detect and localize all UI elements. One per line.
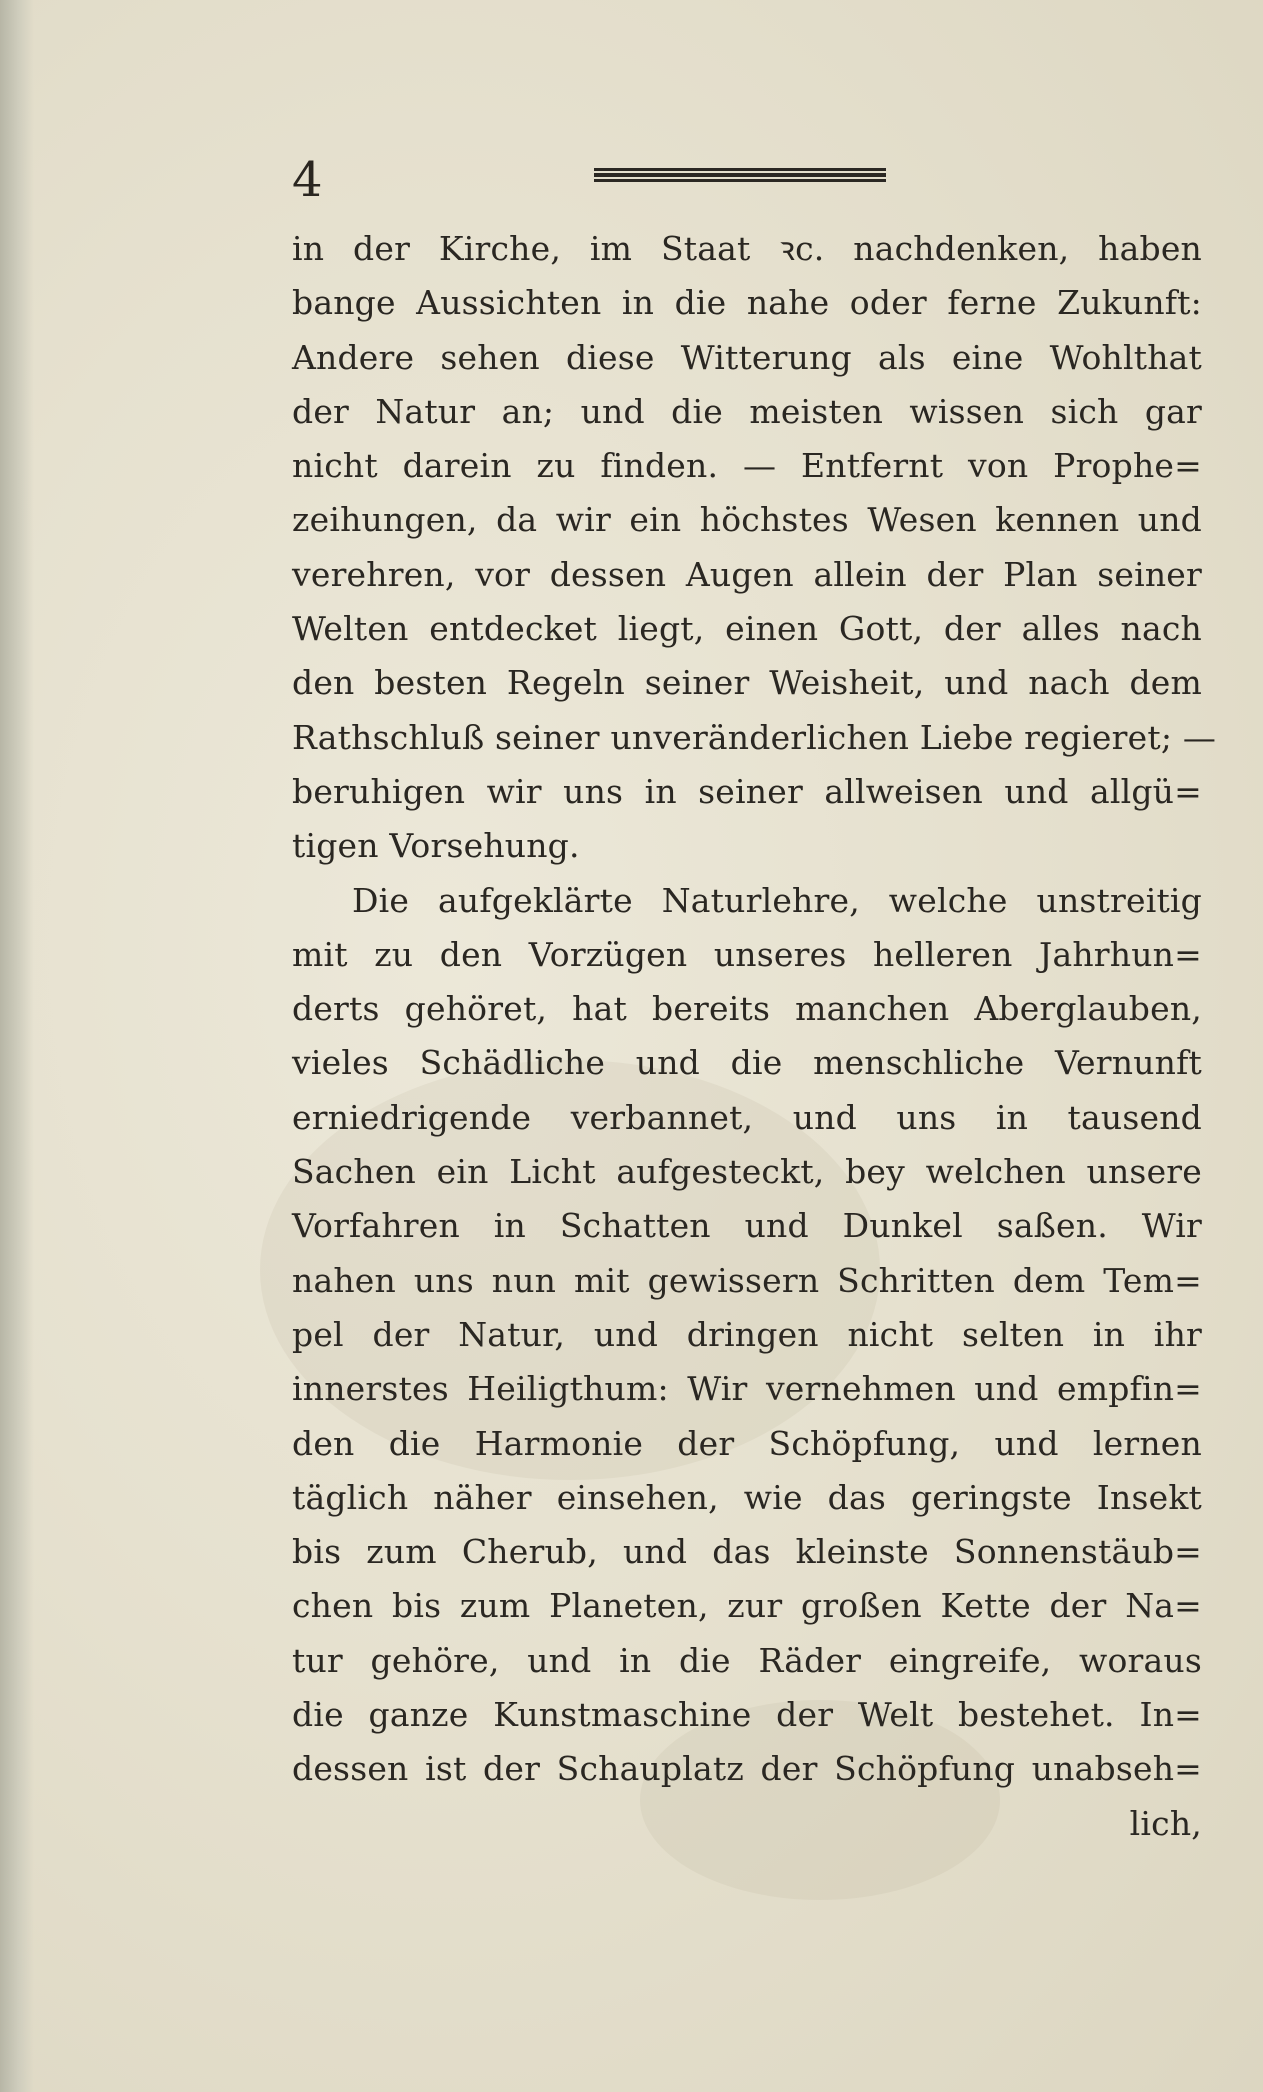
header-rule: [594, 168, 886, 182]
text-line: derts gehöret, hat bereits manchen Aberglauben,: [292, 989, 1202, 1029]
text-line: vieles Schädliche und die menschliche Vernunft: [292, 1043, 1202, 1083]
page-number: 4: [292, 152, 323, 208]
text-line: bis zum Cherub, und das kleinste Sonnenstäub=: [292, 1532, 1202, 1572]
text-line: chen bis zum Planeten, zur großen Kette der Na=: [292, 1586, 1202, 1626]
text-line: Welten entdecket liegt, einen Gott, der alles nach: [292, 609, 1202, 649]
text-line: die ganze Kunstmaschine der Welt bestehet. In=: [292, 1695, 1202, 1735]
text-line: bange Aussichten in die nahe oder ferne Zukunft:: [292, 283, 1202, 323]
text-line: erniedrigende verbannet, und uns in tausend: [292, 1097, 1202, 1137]
text-line: den die Harmonie der Schöpfung, und lernen: [292, 1423, 1202, 1463]
text-line: mit zu den Vorzügen unseres helleren Jahrhun=: [292, 934, 1202, 974]
text-line: dessen ist der Schauplatz der Schöpfung unabseh=: [292, 1749, 1202, 1789]
text-line: der Natur an; und die meisten wissen sich gar: [292, 391, 1202, 431]
text-line: nicht darein zu finden. — Entfernt von Prophe=: [292, 446, 1202, 486]
text-line: in der Kirche, im Staat ꝛc. nachdenken, haben: [292, 229, 1202, 268]
text-line: innerstes Heiligthum: Wir vernehmen und empfin=: [292, 1369, 1202, 1409]
text-line: den besten Regeln seiner Weisheit, und nach dem: [292, 663, 1202, 703]
page-header: [292, 150, 888, 210]
text-line: beruhigen wir uns in seiner allweisen und allgü=: [292, 771, 1202, 811]
text-line: Vorfahren in Schatten und Dunkel saßen. Wir: [292, 1206, 1202, 1246]
text-line: verehren, vor dessen Augen allein der Plan seiner: [292, 554, 1202, 594]
text-line: nahen uns nun mit gewissern Schritten dem Tem=: [292, 1260, 1202, 1300]
text-line: tigen Vorsehung.: [292, 826, 580, 866]
text-line: Rathschluß seiner unveränderlichen Liebe regieret; —: [292, 717, 1217, 757]
text-line: Andere sehen diese Witterung als eine Wohlthat: [292, 337, 1202, 377]
text-line: tur gehöre, und in die Räder eingreife, woraus: [292, 1640, 1202, 1680]
text-line: zeihungen, da wir ein höchstes Wesen kennen und: [292, 500, 1202, 540]
page-binding-edge: [0, 0, 34, 2092]
catchword-line: lich,: [1129, 1803, 1202, 1843]
body-text: [292, 222, 1217, 1851]
text-line: Sachen ein Licht aufgesteckt, bey welchen unsere: [292, 1152, 1202, 1192]
paragraph-start-line: Die aufgeklärte Naturlehre, welche unstreitig: [352, 880, 1202, 920]
text-line: täglich näher einsehen, wie das geringste Insekt: [292, 1477, 1202, 1517]
text-line: pel der Natur, und dringen nicht selten in ihr: [292, 1314, 1202, 1354]
